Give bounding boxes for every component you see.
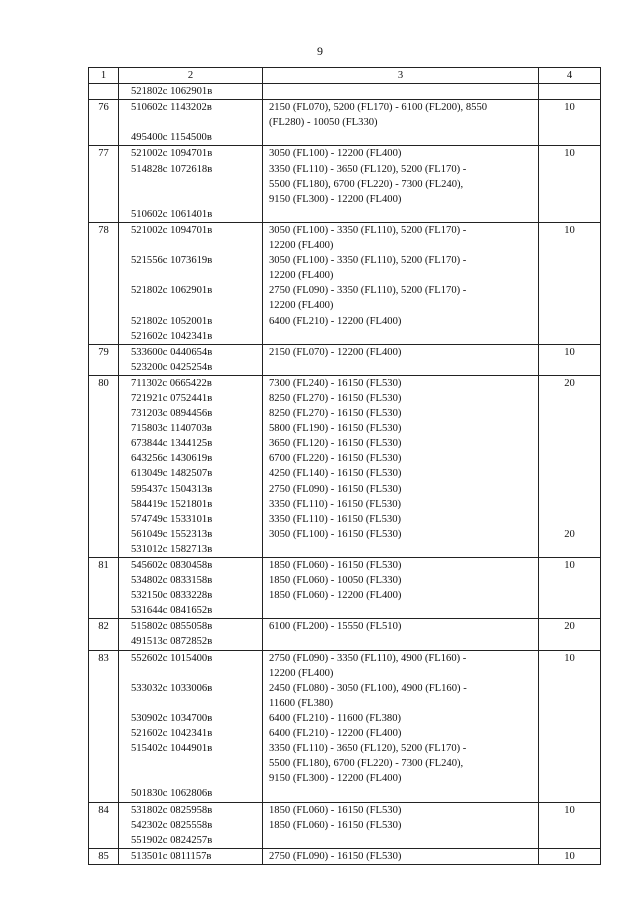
table-row	[89, 375, 601, 557]
flight-level-line: (FL280) - 10050 (FL330)	[269, 117, 378, 129]
value-line	[539, 681, 600, 696]
value-line	[539, 542, 600, 557]
flight-level-line: 11600 (FL380)	[269, 697, 334, 709]
value-line	[539, 177, 600, 192]
coordinate-line: 551902с 0824257в	[131, 834, 213, 846]
flight-level-line	[269, 329, 538, 344]
value-cell	[539, 146, 601, 222]
flight-level-line: 9150 (FL300) - 12200 (FL400)	[269, 193, 402, 205]
value-line	[539, 818, 600, 833]
coordinate-line: 532150с 0833228в	[131, 590, 213, 602]
flight-level-line: 12200 (FL400)	[269, 667, 334, 679]
coordinates-cell	[119, 558, 263, 619]
row-number	[89, 802, 119, 848]
coordinate-line: 515802с 0855058в	[131, 621, 213, 633]
coordinate-line: 523200с 0425254в	[131, 361, 213, 373]
coordinate-line	[131, 771, 262, 786]
coordinates-cell	[119, 619, 263, 650]
row-number-text: 77	[98, 148, 109, 160]
airspace-table	[88, 67, 601, 865]
coordinate-line: 521002с 1094701в	[131, 148, 213, 160]
header-col-1: 1	[89, 68, 119, 84]
flight-level-line: 3050 (FL100) - 16150 (FL530)	[269, 528, 402, 540]
flight-level-line: 9150 (FL300) - 12200 (FL400)	[269, 773, 402, 785]
coordinates-cell	[119, 344, 263, 375]
flight-level-line: 1850 (FL060) - 10050 (FL330)	[269, 575, 402, 587]
coordinate-line: 510602с 1061401в	[131, 208, 213, 220]
coordinate-line: 521802с 1052001в	[131, 315, 213, 327]
table-row	[89, 100, 601, 146]
value-cell	[539, 650, 601, 802]
value-line	[539, 314, 600, 329]
value-line: 20	[564, 528, 575, 540]
header-col-3: 3	[263, 68, 539, 84]
flight-level-line: 5800 (FL190) - 16150 (FL530)	[269, 423, 402, 435]
flight-levels-cell	[263, 84, 539, 100]
row-number	[89, 146, 119, 222]
coordinate-line: 521802с 1062901в	[131, 285, 213, 297]
coordinate-line: 613049с 1482507в	[131, 468, 213, 480]
flight-level-line: 2750 (FL090) - 16150 (FL530)	[269, 850, 402, 862]
row-number-text: 83	[98, 652, 109, 664]
coordinate-line: 531644с 0841652в	[131, 605, 213, 617]
flight-level-line: 3350 (FL110) - 16150 (FL530)	[269, 498, 402, 510]
coordinate-line: 515402с 1044901в	[131, 743, 213, 755]
row-number	[89, 619, 119, 650]
value-line	[539, 268, 600, 283]
value-line	[539, 162, 600, 177]
flight-level-line: 3050 (FL100) - 3350 (FL110), 5200 (FL170) -	[269, 255, 467, 267]
flight-level-line: 6400 (FL210) - 12200 (FL400)	[269, 315, 402, 327]
value-line	[539, 666, 600, 681]
flight-levels-cell	[263, 146, 539, 222]
coordinate-line: 595437с 1504313в	[131, 483, 213, 495]
table-row	[89, 848, 601, 864]
flight-levels-cell	[263, 222, 539, 344]
coordinates-cell	[119, 100, 263, 146]
flight-level-line: 12200 (FL400)	[269, 240, 334, 252]
flight-level-line: 8250 (FL270) - 16150 (FL530)	[269, 408, 402, 420]
coordinate-line: 584419с 1521801в	[131, 498, 213, 510]
coordinate-line: 531012с 1582713в	[131, 543, 213, 555]
flight-level-line: 12200 (FL400)	[269, 300, 334, 312]
value-cell	[539, 100, 601, 146]
value-line	[539, 115, 600, 130]
row-number	[89, 848, 119, 864]
value-line	[539, 786, 600, 801]
value-line	[539, 512, 600, 527]
flight-level-line: 1850 (FL060) - 16150 (FL530)	[269, 819, 402, 831]
value-line	[539, 497, 600, 512]
coordinate-line: 533600с 0440654в	[131, 346, 213, 358]
value-line	[539, 130, 600, 145]
coordinate-line: 534802с 0833158в	[131, 575, 213, 587]
row-number-text: 81	[98, 560, 109, 571]
coordinate-line: 521802с 1062901в	[131, 86, 213, 98]
table-body	[89, 84, 601, 865]
coordinate-line: 711302с 0665422в	[131, 377, 212, 389]
value-line	[539, 741, 600, 756]
table-row	[89, 619, 601, 650]
value-line	[539, 207, 600, 222]
coordinate-line: 545602с 0830458в	[131, 560, 213, 571]
flight-level-line: 6700 (FL220) - 16150 (FL530)	[269, 453, 402, 465]
coordinate-line: 561049с 1552313в	[131, 528, 213, 540]
value-line	[539, 603, 600, 618]
coordinate-line: 510602с 1143202в	[131, 102, 212, 114]
coordinates-cell	[119, 84, 263, 100]
coordinate-line: 531802с 0825958в	[131, 804, 213, 816]
flight-level-line: 1850 (FL060) - 16150 (FL530)	[269, 560, 402, 571]
coordinate-line	[131, 238, 262, 253]
value-line	[539, 360, 600, 375]
coordinate-line	[131, 696, 262, 711]
coordinates-cell	[119, 222, 263, 344]
value-line: 10	[564, 652, 575, 664]
flight-levels-cell	[263, 100, 539, 146]
value-line	[539, 482, 600, 497]
coordinate-line: 521602с 1042341в	[131, 728, 213, 740]
flight-level-line: 3050 (FL100) - 12200 (FL400)	[269, 148, 402, 160]
value-line	[539, 298, 600, 313]
flight-level-line: 6400 (FL210) - 11600 (FL380)	[269, 712, 402, 724]
coordinate-line: 521002с 1094701в	[131, 224, 213, 236]
flight-level-line: 5500 (FL180), 6700 (FL220) - 7300 (FL240),	[269, 758, 464, 770]
value-line: 10	[564, 560, 575, 571]
coordinate-line: 521556с 1073619в	[131, 255, 213, 267]
table-row	[89, 222, 601, 344]
row-number-text: 85	[98, 850, 109, 862]
value-line	[539, 696, 600, 711]
coordinate-line: 514828с 1072618в	[131, 163, 213, 175]
flight-level-line: 4250 (FL140) - 16150 (FL530)	[269, 468, 402, 480]
coordinate-line	[131, 177, 262, 192]
value-line: 10	[564, 346, 575, 358]
table-row	[89, 802, 601, 848]
flight-levels-cell	[263, 558, 539, 619]
value-line	[539, 726, 600, 741]
flight-level-line: 6100 (FL200) - 15550 (FL510)	[269, 621, 402, 633]
coordinate-line: 731203с 0894456в	[131, 408, 213, 420]
flight-levels-cell	[263, 802, 539, 848]
value-line: 10	[564, 102, 575, 114]
value-line	[539, 573, 600, 588]
coordinate-line: 533032с 1033006в	[131, 682, 213, 694]
header-col-4: 4	[539, 68, 601, 84]
flight-levels-cell	[263, 344, 539, 375]
coordinate-line: 721921с 0752441в	[131, 392, 213, 404]
value-cell	[539, 344, 601, 375]
flight-levels-cell	[263, 619, 539, 650]
flight-level-line: 1850 (FL060) - 16150 (FL530)	[269, 804, 402, 816]
coordinates-cell	[119, 802, 263, 848]
row-number-text: 80	[98, 377, 109, 389]
coordinates-cell	[119, 848, 263, 864]
flight-level-line: 3650 (FL120) - 16150 (FL530)	[269, 438, 402, 450]
value-line	[539, 588, 600, 603]
value-line	[539, 283, 600, 298]
coordinate-line: 552602с 1015400в	[131, 652, 213, 664]
flight-level-line	[269, 84, 538, 99]
coordinate-line	[131, 115, 262, 130]
value-line	[539, 436, 600, 451]
row-number-text: 76	[98, 102, 109, 114]
row-number	[89, 558, 119, 619]
value-line	[539, 711, 600, 726]
coordinate-line: 513501с 0811157в	[131, 850, 212, 862]
flight-level-line: 2750 (FL090) - 3350 (FL110), 5200 (FL170) -	[269, 285, 467, 297]
flight-level-line	[269, 833, 538, 848]
coordinates-cell	[119, 146, 263, 222]
coordinates-cell	[119, 375, 263, 557]
coordinate-line: 574749с 1533101в	[131, 513, 213, 525]
coordinate-line: 495400с 1154500в	[131, 132, 212, 144]
coordinate-line	[131, 666, 262, 681]
flight-level-line	[269, 603, 538, 618]
flight-level-line: 12200 (FL400)	[269, 270, 334, 282]
coordinate-line: 715803с 1140703в	[131, 423, 212, 435]
value-line	[539, 771, 600, 786]
row-number-text: 82	[98, 621, 109, 633]
flight-level-line	[269, 360, 538, 375]
value-line: 10	[564, 850, 575, 862]
coordinate-line	[131, 192, 262, 207]
flight-level-line: 2150 (FL070), 5200 (FL170) - 6100 (FL200), 8550	[269, 102, 488, 114]
value-cell	[539, 848, 601, 864]
row-number	[89, 344, 119, 375]
table-row	[89, 558, 601, 619]
flight-level-line: 1850 (FL060) - 12200 (FL400)	[269, 590, 402, 602]
coordinate-line	[131, 268, 262, 283]
coordinate-line: 542302с 0825558в	[131, 819, 213, 831]
flight-level-line: 8250 (FL270) - 16150 (FL530)	[269, 392, 402, 404]
value-line	[539, 192, 600, 207]
value-line	[539, 253, 600, 268]
value-line: 10	[564, 224, 575, 236]
value-line	[539, 329, 600, 344]
flight-levels-cell	[263, 375, 539, 557]
flight-level-line	[269, 207, 538, 222]
flight-level-line	[269, 634, 538, 649]
coordinate-line: 491513с 0872852в	[131, 636, 213, 648]
value-line	[539, 756, 600, 771]
value-line	[539, 406, 600, 421]
value-line	[539, 391, 600, 406]
flight-level-line: 2750 (FL090) - 3350 (FL110), 4900 (FL160) -	[269, 652, 467, 664]
coordinate-line: 643256с 1430619в	[131, 453, 213, 465]
value-cell	[539, 619, 601, 650]
flight-level-line	[269, 786, 538, 801]
flight-level-line	[269, 130, 538, 145]
row-number	[89, 650, 119, 802]
table-row	[89, 146, 601, 222]
value-line: 10	[564, 804, 575, 816]
flight-level-line: 6400 (FL210) - 12200 (FL400)	[269, 728, 402, 740]
value-line	[539, 466, 600, 481]
coordinate-line	[131, 756, 262, 771]
value-cell	[539, 558, 601, 619]
coordinate-line	[131, 298, 262, 313]
row-number-text: 84	[98, 804, 109, 816]
flight-level-line: 2450 (FL080) - 3050 (FL100), 4900 (FL160) -	[269, 682, 467, 694]
row-number	[89, 222, 119, 344]
flight-level-line: 5500 (FL180), 6700 (FL220) - 7300 (FL240),	[269, 178, 464, 190]
row-number	[89, 375, 119, 557]
flight-level-line: 2750 (FL090) - 16150 (FL530)	[269, 483, 402, 495]
value-line	[539, 833, 600, 848]
value-line	[539, 634, 600, 649]
flight-level-line: 3350 (FL110) - 16150 (FL530)	[269, 513, 402, 525]
coordinate-line: 673844с 1344125в	[131, 438, 213, 450]
flight-level-line: 3050 (FL100) - 3350 (FL110), 5200 (FL170) -	[269, 224, 467, 236]
header-col-2: 2	[119, 68, 263, 84]
flight-levels-cell	[263, 650, 539, 802]
flight-level-line	[269, 542, 538, 557]
row-number-text	[89, 84, 118, 99]
table-row	[89, 650, 601, 802]
row-number-text: 78	[98, 224, 109, 236]
value-line	[539, 421, 600, 436]
row-number	[89, 84, 119, 100]
value-cell	[539, 375, 601, 557]
coordinate-line: 530902с 1034700в	[131, 712, 213, 724]
value-line	[539, 238, 600, 253]
flight-level-line: 7300 (FL240) - 16150 (FL530)	[269, 377, 402, 389]
flight-level-line: 3350 (FL110) - 3650 (FL120), 5200 (FL170) -	[269, 163, 467, 175]
value-line	[539, 84, 600, 99]
value-line	[539, 451, 600, 466]
flight-level-line: 2150 (FL070) - 12200 (FL400)	[269, 346, 402, 358]
value-line: 20	[564, 621, 575, 633]
value-line: 20	[564, 377, 575, 389]
flight-levels-cell	[263, 848, 539, 864]
value-line: 10	[564, 148, 575, 160]
header-row	[89, 68, 601, 84]
value-cell	[539, 84, 601, 100]
row-number-text: 79	[98, 346, 109, 358]
value-cell	[539, 802, 601, 848]
table-row	[89, 344, 601, 375]
page-number: 9	[317, 44, 323, 58]
coordinate-line: 501830с 1062806в	[131, 788, 213, 800]
row-number	[89, 100, 119, 146]
value-cell	[539, 222, 601, 344]
coordinate-line: 521602с 1042341в	[131, 330, 213, 342]
flight-level-line: 3350 (FL110) - 3650 (FL120), 5200 (FL170) -	[269, 743, 467, 755]
table-row	[89, 84, 601, 100]
coordinates-cell	[119, 650, 263, 802]
